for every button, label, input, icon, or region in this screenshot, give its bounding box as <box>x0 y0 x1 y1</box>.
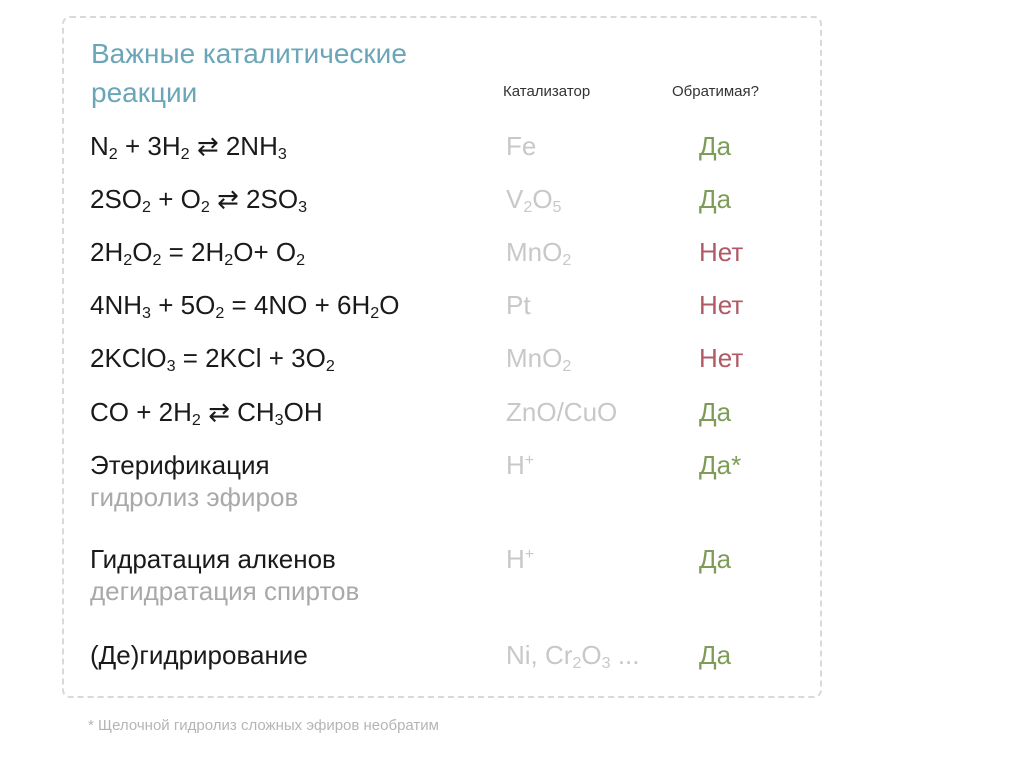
slide-title <box>91 34 407 112</box>
reaction-cell <box>90 543 359 607</box>
catalyst-column-header: Катализатор <box>503 83 591 100</box>
reaction-equation: Этерификация <box>90 450 270 480</box>
reaction-cell <box>90 449 298 513</box>
reversible-answer: Нет <box>699 290 744 320</box>
reversible-answer: Нет <box>699 343 744 373</box>
title-line-1: Важные каталитические <box>91 38 407 69</box>
catalyst-cell: Ni, $Cr_2O_3$ ... <box>506 640 640 673</box>
reaction-equation: 2KClO$_3$ = $2KCl + 3O_2$ <box>90 343 335 376</box>
catalyst-cell: Fe <box>506 131 537 161</box>
reversible-answer: Да* <box>699 450 742 480</box>
reverse-reaction-note: гидролиз эфиров <box>90 482 299 512</box>
catalyst-cell: H+ <box>506 544 535 574</box>
catalyst-cell: Pt <box>506 290 531 320</box>
reaction-cell <box>90 183 307 215</box>
catalyst-cell: H+ <box>506 450 535 480</box>
reversible-answer: Да <box>699 640 732 670</box>
catalyst-cell: MnO$_2$ <box>506 343 572 376</box>
reaction-equation: Гидратация алкенов <box>90 544 336 574</box>
reaction-cell <box>90 236 305 268</box>
catalyst-cell: ZnO/CuO <box>506 397 618 427</box>
reaction-cell <box>90 289 399 321</box>
catalyst-cell: MnO$_2$ <box>506 237 572 270</box>
reversible-answer: Да <box>699 544 732 574</box>
title-line-2: реакции <box>91 77 198 108</box>
catalyst-cell: $V_2O_5$ <box>506 184 562 217</box>
reversible-answer: Да <box>699 131 732 161</box>
reaction-cell <box>90 639 308 671</box>
reaction-equation: $4NH_3 + 5O_2 = 4NO + 6H_2O$ <box>90 290 400 323</box>
reversible-answer: Нет <box>699 237 744 267</box>
reaction-cell <box>90 130 287 162</box>
reaction-equation: CO + $2H_2$ ⇄ $CH_3OH$ <box>90 397 323 430</box>
reaction-cell <box>90 342 335 374</box>
reversible-column-header: Обратимая? <box>672 83 759 100</box>
reaction-cell <box>90 396 323 428</box>
reaction-equation: (Де)гидрирование <box>90 640 308 670</box>
reversible-answer: Да <box>699 397 732 427</box>
reverse-reaction-note: дегидратация спиртов <box>90 576 360 606</box>
footnote: * Щелочной гидролиз сложных эфиров необратим <box>88 717 439 734</box>
reaction-equation: $N_2 + 3H_2$ ⇄ $2NH_3$ <box>90 131 287 164</box>
reversible-answer: Да <box>699 184 732 214</box>
reaction-equation: $2SO_2 + O_2$ ⇄ $2SO_3$ <box>90 184 308 217</box>
reaction-equation: $2H_2O_2 = 2H_2O+ O_2$ <box>90 237 306 270</box>
